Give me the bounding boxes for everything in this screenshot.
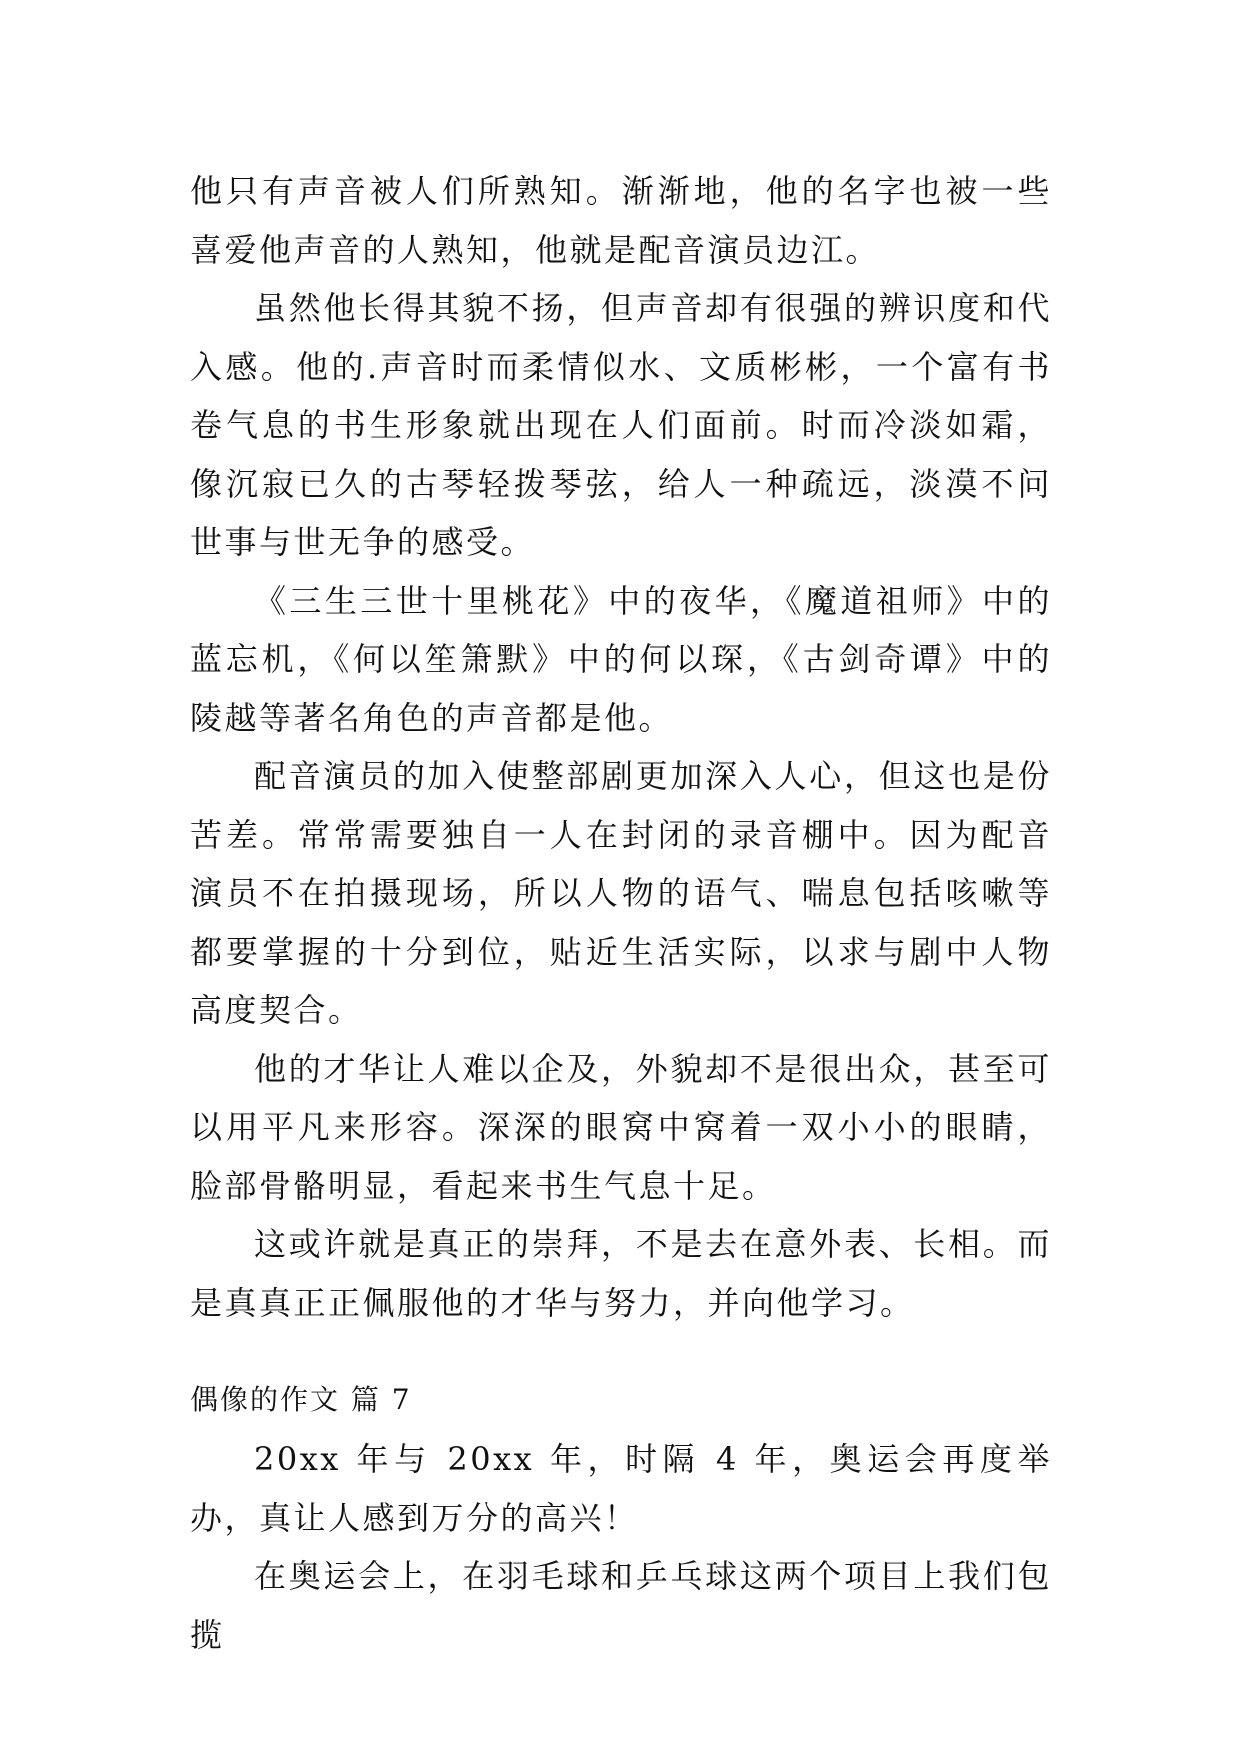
paragraph-4: 配音演员的加入使整部剧更加深入人心，但这也是份苦差。常常需要独自一人在封闭的录音棚中。因为配音演员不在拍摄现场，所以人物的语气、喘息包括咳嗽等都要掌握的十分到位，贴近生活实际，以求与剧中人物高度契合。 — [190, 757, 1052, 1029]
paragraph-2: 虽然他长得其貌不扬，但声音却有很强的辨识度和代入感。他的.声音时而柔情似水、文质彬彬，一个富有书卷气息的书生形象就出现在人们面前。时而冷淡如霜，像沉寂已久的古琴轻拨琴弦，给人一种疏远，淡漠不问世事与世无争的感受。 — [190, 289, 1052, 561]
paragraph-8: 在奥运会上，在羽毛球和乒乓球这两个项目上我们包揽 — [190, 1557, 1052, 1654]
document-page — [190, 162, 1052, 1664]
paragraph-1: 他只有声音被人们所熟知。渐渐地，他的名字也被一些喜爱他声音的人熟知，他就是配音演员边江。 — [190, 172, 1052, 269]
paragraph-7: 20xx 年与 20xx 年，时隔 4 年，奥运会再度举办，真让人感到万分的高兴！ — [190, 1440, 1052, 1537]
paragraph-6: 这或许就是真正的崇拜，不是去在意外表、长相。而是真真正正佩服他的才华与努力，并向他学习。 — [190, 1225, 1052, 1322]
section-heading: 偶像的作文 篇 7 — [190, 1383, 412, 1416]
paragraph-5: 他的才华让人难以企及，外貌却不是很出众，甚至可以用平凡来形容。深深的眼窝中窝着一双小小的眼睛，脸部骨骼明显，看起来书生气息十足。 — [190, 1049, 1052, 1205]
paragraph-3: 《三生三世十里桃花》中的夜华，《魔道祖师》中的蓝忘机，《何以笙箫默》中的何以琛，《古剑奇谭》中的陵越等著名角色的声音都是他。 — [190, 581, 1052, 737]
